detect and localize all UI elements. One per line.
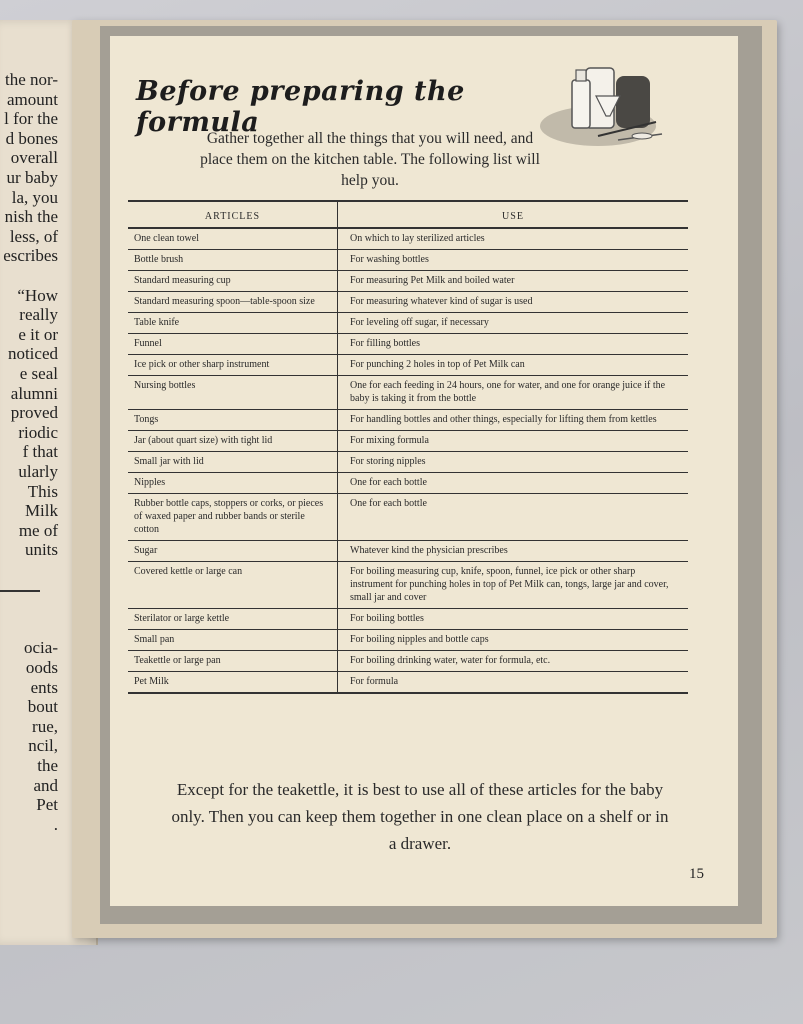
articles-header: ARTICLES: [128, 201, 338, 228]
closing-paragraph: Except for the teakettle, it is best to use all of these articles for the baby only. Then you can keep them together in one clean place on a shelf or in a drawer.: [171, 780, 669, 853]
use-cell: For boiling bottles: [338, 609, 689, 630]
use-cell: One for each bottle: [338, 473, 689, 494]
article-cell: Covered kettle or large can: [128, 562, 338, 609]
use-cell: For washing bottles: [338, 250, 689, 271]
left-page-line: and: [33, 775, 58, 795]
left-page-line: ents: [30, 677, 58, 697]
left-page-line: .: [53, 814, 58, 834]
article-cell: Sugar: [128, 541, 338, 562]
use-cell: For boiling nipples and bottle caps: [338, 630, 689, 651]
article-cell: Rubber bottle caps, stoppers or corks, or pieces of waxed paper and rubber bands or sterile cotton: [128, 494, 338, 541]
use-cell: For measuring Pet Milk and boiled water: [338, 271, 689, 292]
use-cell: For mixing formula: [338, 431, 689, 452]
use-cell: One for each feeding in 24 hours, one for water, and one for orange juice if the baby is taking it from the bottle: [338, 376, 689, 410]
use-header: USE: [338, 201, 689, 228]
article-cell: Small pan: [128, 630, 338, 651]
bottles-and-funnel-illustration: [538, 56, 668, 151]
left-page-line: units: [24, 540, 58, 560]
left-page-line: “How: [17, 285, 58, 305]
article-cell: Standard measuring cup: [128, 271, 338, 292]
table-row: [128, 271, 688, 292]
article-cell: One clean towel: [128, 228, 338, 250]
left-page-line: the nor-: [4, 70, 58, 89]
table-row: [128, 562, 688, 609]
article-cell: Bottle brush: [128, 250, 338, 271]
left-page-line: amount: [7, 89, 58, 109]
left-page-line: This: [27, 481, 58, 501]
left-page-line: noticed: [7, 344, 58, 364]
table-row: [128, 473, 688, 494]
table-row: [128, 541, 688, 562]
article-cell: Sterilator or large kettle: [128, 609, 338, 630]
left-page-line: nish the: [4, 207, 58, 227]
article-cell: Teakettle or large pan: [128, 651, 338, 672]
left-page-line: l for the: [4, 109, 58, 129]
article-cell: Ice pick or other sharp instrument: [128, 355, 338, 376]
use-cell: For leveling off sugar, if necessary: [338, 313, 689, 334]
use-cell: For filling bottles: [338, 334, 689, 355]
table-row: [128, 452, 688, 473]
left-page-line: proved: [10, 403, 58, 423]
table-row: [128, 313, 688, 334]
table-row: [128, 292, 688, 313]
article-cell: Pet Milk: [128, 672, 338, 694]
page-number: 15: [689, 866, 704, 882]
left-page-line: ularly: [18, 462, 58, 481]
left-page-line: d bones: [5, 128, 58, 148]
use-cell: For boiling drinking water, water for formula, etc.: [338, 651, 689, 672]
left-page-line: oods: [25, 658, 58, 677]
article-cell: Tongs: [128, 410, 338, 431]
table-row: [128, 355, 688, 376]
table-row: [128, 672, 688, 694]
table-row: [128, 250, 688, 271]
left-page-line: ncil,: [28, 736, 58, 756]
left-page-line: the: [37, 756, 58, 775]
page-title: Before preparing the formula: [136, 76, 465, 138]
left-page-line: ur baby: [6, 168, 58, 187]
articles-table: [128, 200, 688, 694]
table-row: [128, 609, 688, 630]
article-cell: Small jar with lid: [128, 452, 338, 473]
left-page-line: Milk: [24, 501, 58, 521]
article-cell: Funnel: [128, 334, 338, 355]
left-page-line: e seal: [19, 364, 58, 383]
table-row: [128, 630, 688, 651]
left-page-line: e it or: [18, 324, 58, 344]
table-row: [128, 228, 688, 250]
articles-table-body: [128, 228, 688, 693]
use-cell: For measuring whatever kind of sugar is used: [338, 292, 689, 313]
article-cell: Standard measuring spoon—table-spoon size: [128, 292, 338, 313]
left-page-line: ocia-: [24, 638, 58, 658]
left-page-line: less, of: [9, 226, 58, 246]
article-cell: Table knife: [128, 313, 338, 334]
left-page-line: f that: [22, 442, 58, 462]
table-row: [128, 334, 688, 355]
use-cell: For handling bottles and other things, especially for lifting them from kettles: [338, 410, 689, 431]
left-page-line: escribes: [3, 246, 58, 266]
article-cell: Jar (about quart size) with tight lid: [128, 431, 338, 452]
left-page-line: Pet: [36, 795, 58, 815]
use-cell: For punching 2 holes in top of Pet Milk can: [338, 355, 689, 376]
left-page-rule: [0, 590, 40, 592]
use-cell: For storing nipples: [338, 452, 689, 473]
use-cell: One for each bottle: [338, 494, 689, 541]
left-page-line: overall: [10, 148, 58, 168]
left-page-line: rue,: [32, 716, 58, 736]
table-row: [128, 376, 688, 410]
use-cell: On which to lay sterilized articles: [338, 228, 689, 250]
use-cell: For boiling measuring cup, knife, spoon, funnel, ice pick or other sharp instrument for punching holes in top of Pet Milk can, tongs, large jar and cover, small jar and cover: [338, 562, 689, 609]
table-row: [128, 431, 688, 452]
intro-paragraph: Gather together all the things that you will need, and place them on the kitchen table. The following list will help you.: [200, 130, 540, 189]
left-page-line: alumni: [10, 383, 58, 403]
use-cell: Whatever kind the physician prescribes: [338, 541, 689, 562]
left-page-line: riodic: [18, 422, 58, 442]
recipe-page: [110, 36, 738, 906]
article-cell: Nipples: [128, 473, 338, 494]
left-page-line: me of: [18, 520, 58, 540]
left-page-line: bout: [27, 697, 58, 717]
use-cell: For formula: [338, 672, 689, 694]
table-row: [128, 494, 688, 541]
table-row: [128, 410, 688, 431]
left-page-line: really: [19, 305, 58, 325]
article-cell: Nursing bottles: [128, 376, 338, 410]
table-row: [128, 651, 688, 672]
left-page-line: la, you: [11, 187, 58, 207]
